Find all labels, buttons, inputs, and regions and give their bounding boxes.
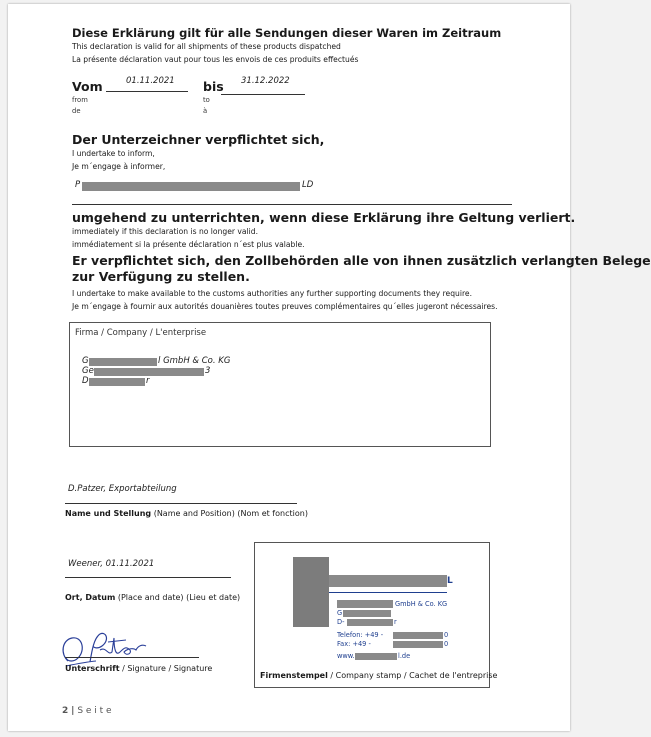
company-line1-prefix: G [82, 356, 89, 366]
company-stamp-box [254, 542, 498, 688]
page-word: S e i t e [77, 706, 112, 716]
stamp-company-suffix: GmbH & Co. KG [395, 600, 448, 608]
name-position-value: D.Patzer, Exportabteilung [68, 484, 177, 494]
page-footer [62, 706, 112, 716]
to-label: bis [203, 79, 224, 94]
stamp-web-prefix: www. [337, 652, 355, 660]
stamp-label: Firmenstempel / Company stamp / Cachet de l'entreprise [260, 671, 498, 680]
signature-underline [65, 657, 199, 658]
stamp-fax-suffix: 0 [444, 640, 449, 648]
redacted-company-street [94, 368, 204, 376]
stamp-d-prefix: D- [337, 618, 345, 626]
from-label-fr: de [72, 107, 81, 115]
document-page [8, 4, 651, 731]
redacted-stamp-street [343, 610, 391, 617]
from-label-en: from [72, 96, 88, 104]
undertake-title-en: I undertake to inform, [72, 149, 155, 158]
customs-title-en: I undertake to make available to the customs authorities any further supporting documents they require. [72, 289, 472, 298]
party-underline [72, 204, 512, 205]
immediately-title-fr: immédiatement si la présente déclaration n´est plus valable. [72, 240, 305, 249]
stamp-fax-label: Fax: +49 - [337, 640, 371, 648]
redacted-stamp-logo [293, 557, 329, 627]
signature-label: Unterschrift / Signature / Signature [65, 664, 213, 673]
from-label: Vom [72, 79, 103, 94]
from-date-value: 01.11.2021 [126, 76, 175, 86]
undertake-title-fr: Je m´engage à informer, [72, 162, 166, 171]
name-position-underline [65, 503, 297, 504]
party-suffix: LD [302, 180, 314, 190]
place-date-value: Weener, 01.11.2021 [68, 559, 155, 569]
company-line3-suffix: r [146, 376, 150, 386]
company-line3-prefix: D [82, 376, 89, 386]
stamp-company-end: L [447, 576, 453, 586]
company-line2-prefix: Ge [82, 366, 94, 376]
to-label-fr: à [203, 107, 208, 115]
redacted-company-name [89, 358, 157, 366]
undertake-title-de: Der Unterzeichner verpflichtet sich, [72, 132, 325, 147]
from-date-underline [106, 91, 188, 92]
company-box-label: Firma / Company / L'enterprise [75, 328, 207, 338]
immediately-title-en: immediately if this declaration is no longer valid. [72, 227, 259, 236]
to-date-underline [221, 94, 305, 95]
company-box [69, 322, 491, 447]
stamp-g-prefix: G [337, 609, 343, 617]
stamp-web-suffix: l.de [398, 652, 411, 660]
stamp-telefon-suffix: 0 [444, 631, 449, 639]
name-position-label: Name und Stellung (Name and Position) (Nom et fonction) [65, 509, 308, 518]
redacted-stamp-website [355, 653, 397, 660]
validity-title-fr: La présente déclaration vaut pour tous les envois de ces produits effectués [72, 55, 359, 64]
immediately-title-de: umgehend zu unterrichten, wenn diese Erklärung ihre Geltung verliert. [72, 210, 576, 225]
validity-title-en: This declaration is valid for all shipments of these products dispatched [72, 42, 341, 51]
page-separator: | [71, 706, 75, 716]
place-date-underline [65, 577, 231, 578]
redacted-stamp-fax [393, 641, 443, 648]
stamp-rule [329, 592, 447, 593]
company-line2-suffix: 3 [205, 366, 211, 376]
company-line1-suffix: l GmbH & Co. KG [158, 356, 231, 366]
redacted-party-name [82, 182, 300, 191]
party-prefix: P [75, 180, 81, 190]
place-date-label: Ort, Datum (Place and date) (Lieu et date) [65, 593, 241, 602]
redacted-company-city [89, 378, 145, 386]
validity-title-de: Diese Erklärung gilt für alle Sendungen dieser Waren im Zeitraum [72, 26, 502, 40]
redacted-stamp-company-name [329, 575, 447, 587]
redacted-stamp-firm [337, 600, 393, 608]
to-label-en: to [203, 96, 210, 104]
stamp-telefon-label: Telefon: +49 - [337, 631, 384, 639]
to-date-value: 31.12.2022 [241, 76, 290, 86]
redacted-stamp-phone [393, 632, 443, 639]
customs-title-de-2: zur Verfügung zu stellen. [72, 269, 250, 284]
stamp-d-suffix: r [394, 618, 397, 626]
customs-title-fr: Je m´engage à fournir aux autorités douanières toutes preuves complémentaires qu´elles jugeront nécessaires. [72, 302, 498, 311]
page-number: 2 [62, 706, 69, 716]
customs-title-de-1: Er verpflichtet sich, den Zollbehörden alle von ihnen zusätzlich verlangten Belege [72, 253, 651, 268]
redacted-stamp-city [347, 619, 393, 626]
